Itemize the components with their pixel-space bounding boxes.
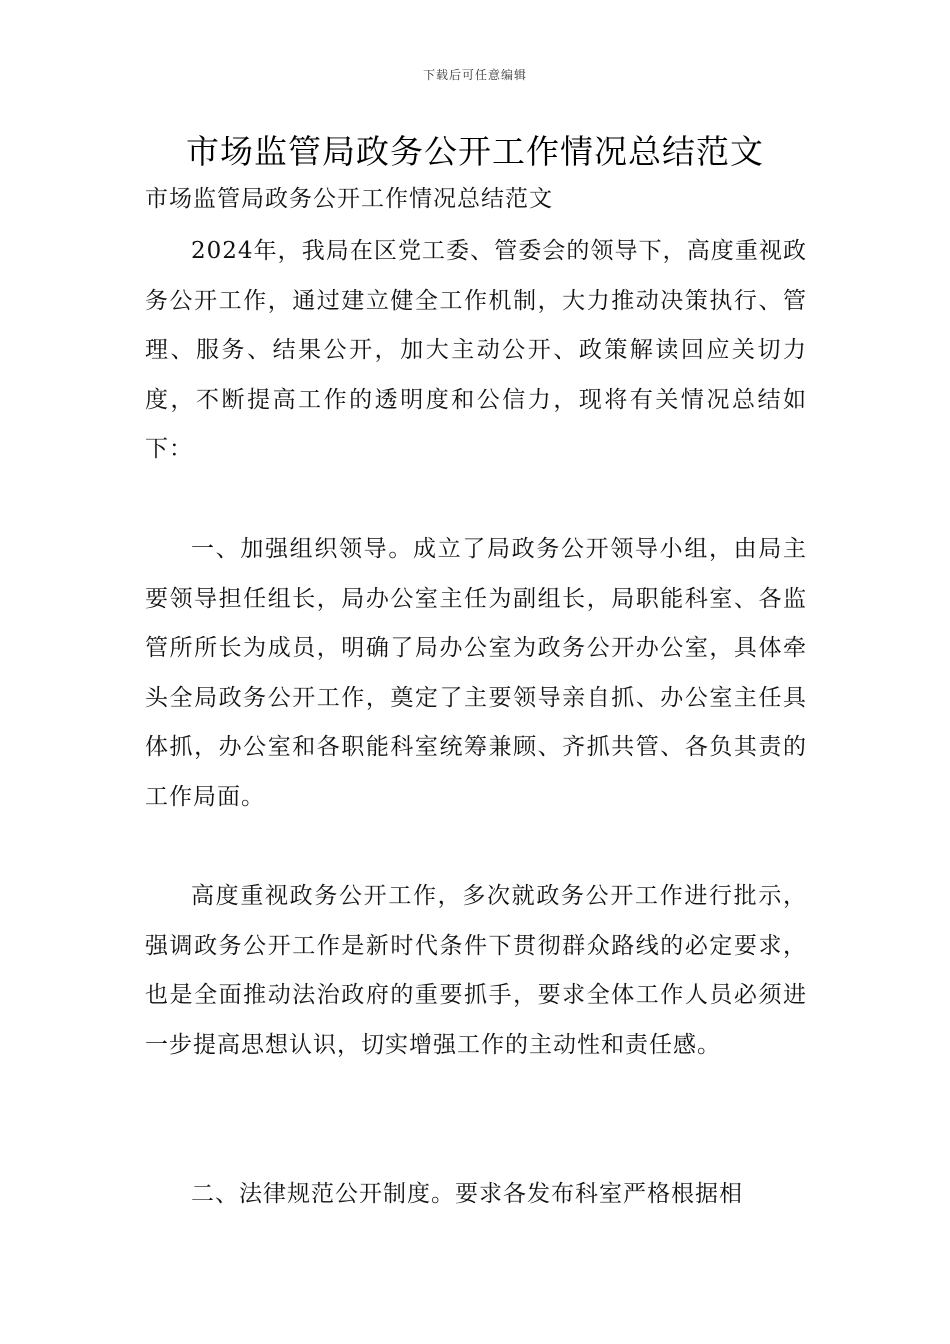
paragraph-emphasis: 高度重视政务公开工作，多次就政务公开工作进行批示，强调政务公开工作是新时代条件下贯彻群众路线的必定要求，也是全面推动法治政府的重要抓手，要求全体工作人员必须进一步提高思想认识，切实增强工作的主动性和责任感。 [145,883,807,1058]
paragraph-regulation: 二、法律规范公开制度。要求各发布科室严格根据相 [191,1181,743,1207]
document-title: 市场监管局政务公开工作情况总结范文 [186,132,764,171]
header-note: 下载后可任意编辑 [422,68,527,82]
document-subtitle: 市场监管局政务公开工作情况总结范文 [145,186,553,212]
paragraph-intro: 2024年，我局在区党工委、管委会的领导下，高度重视政务公开工作，通过建立健全工作机制，大力推动决策执行、管理、服务、结果公开，加大主动公开、政策解读回应关切力度，不断提高工作的透明度和公信力，现将有关情况总结如下： [145,238,807,462]
paragraph-organization: 一、加强组织领导。成立了局政务公开领导小组，由局主要领导担任组长，局办公室主任为副组长，局职能科室、各监管所所长为成员，明确了局办公室为政务公开办公室，具体牵头全局政务公开工作，奠定了主要领导亲自抓、办公室主任具体抓，办公室和各职能科室统筹兼顾、齐抓共管、各负其责的工作局面。 [145,536,807,810]
